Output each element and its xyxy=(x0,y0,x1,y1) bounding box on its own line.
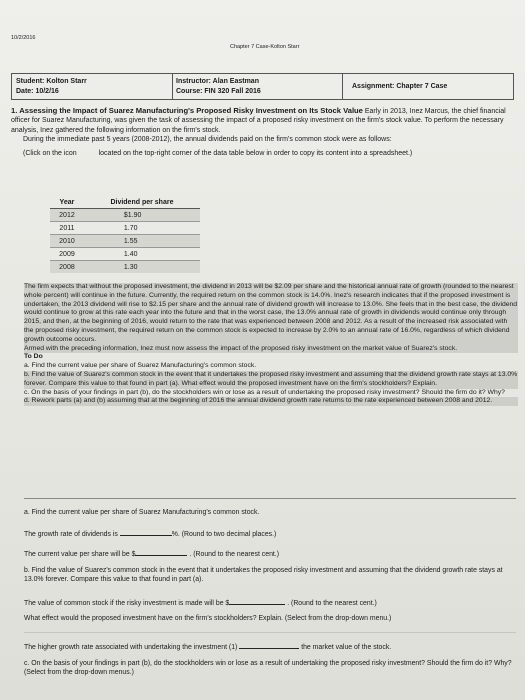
question-number: 1. xyxy=(11,106,18,115)
intro-dividends: During the immediate past 5 years (2008-2012), the annual dividends paid on the firm's common stock were as follows: xyxy=(23,136,392,144)
risky-value-suffix: . (Round to the nearest cent.) xyxy=(287,600,377,607)
narrative-paragraph: The firm expects that without the proposed investment, the dividend in 2013 will be $2.09 per share and the historical annual rate of growth (rounded to the nearest whole percent) will continue in the future. Currently, the required return on the common stock is 14.0%. Inez's research indicates that if the proposed investment is undertaken, the 2013 dividend will rise to $2.15 per share and the annual rate of dividend growth will increase to 13.0%. She feels that in the best case, the dividend would continue to grow at this rate each year into the future and that in the worst case, the 13.0% annual rate of growth in dividends would continue only through 2015, and then, at the beginning of 2016, would return to the rate that was experienced between 2008 and 2012. As a result of the increased risk associated with the proposed risky investment, the required return on the common stock is expected to increase by 2.0% to an annual rate of 16.0%, regardless of which dividend growth outcome occurs. xyxy=(24,283,518,343)
print-title: Chapter 7 Case-Kolton Starr xyxy=(230,44,300,50)
growth-rate-line xyxy=(24,527,516,539)
todo-a: a. Find the current value per share of Suarez Manufacturing's common stock. xyxy=(24,362,257,370)
effect-dropdown[interactable] xyxy=(239,640,299,649)
risky-value-input[interactable] xyxy=(229,596,285,605)
case-narrative xyxy=(24,283,518,406)
instructor-cell xyxy=(172,74,343,99)
table-row: 2011 1.70 xyxy=(50,222,200,235)
growth-rate-input[interactable] xyxy=(120,527,172,536)
answer-b-heading: b. Find the value of Suarez's common stock in the event that it undertakes the proposed risky investment and assuming that the dividend growth rate stays at 13.0% forever. Compare this value to that found in part (a). xyxy=(24,567,503,583)
answer-c-heading: c. On the basis of your findings in part (b), do the stockholders win or lose as a result of undertaking the proposed risky investment? Should the firm do it? Why? (Select from the drop-down menus.) xyxy=(24,660,512,676)
current-value-label: The current value per share will be $ xyxy=(24,551,136,558)
higher-growth-suffix: the market value of the stock. xyxy=(301,644,392,651)
click-note-end: located on the top-right corner of the data table below in order to copy its content into a spreadsheet.) xyxy=(98,149,413,157)
effect-question: What effect would the proposed investment have on the firm's stockholders? Explain. (Select from the drop-down menu.) xyxy=(24,615,392,622)
risky-value-label: The value of common stock if the risky investment is made will be $ xyxy=(24,600,230,607)
col-year: Year xyxy=(50,197,84,209)
higher-growth-line xyxy=(24,640,516,652)
table-row: 2008 1.30 xyxy=(50,261,200,274)
section-divider xyxy=(24,632,516,633)
higher-growth-label: The higher growth rate associated with undertaking the investment (1) xyxy=(24,644,238,651)
todo-c: c. On the basis of your findings in part (b), do the stockholders win or lose as a result of undertaking the proposed risky investment? Should the firm do it? Why? xyxy=(24,388,505,396)
col-dividend: Dividend per share xyxy=(84,197,200,209)
instructor-name: Instructor: Alan Eastman xyxy=(176,78,259,85)
todo-d: d. Rework parts (a) and (b) assuming that at the beginning of 2016 the annual dividend growth rate returns to the rate experienced between 2008 and 2012. xyxy=(24,397,518,406)
dividend-table xyxy=(50,197,200,273)
answer-a-heading: a. Find the current value per share of Suarez Manufacturing's common stock. xyxy=(24,509,260,516)
table-row: 2012 $1.90 xyxy=(50,209,200,222)
student-name: Student: Kolton Starr xyxy=(16,78,87,85)
risky-value-line xyxy=(24,596,516,608)
table-row: 2010 1.55 xyxy=(50,235,200,248)
current-value-suffix: . (Round to the nearest cent.) xyxy=(189,551,280,558)
course-name: Course: FIN 320 Fall 2016 xyxy=(176,88,261,95)
question-heading: Assessing the Impact of Suarez Manufacturing's Proposed Risky Investment on Its Stock Value xyxy=(19,106,363,115)
student-cell xyxy=(12,74,173,99)
table-row: 2009 1.40 xyxy=(50,248,200,261)
current-value-input[interactable] xyxy=(135,547,187,556)
click-note-start: (Click on the icon xyxy=(23,149,77,157)
assignment-cell xyxy=(342,74,513,99)
todo-heading: To Do xyxy=(24,353,43,361)
section-divider xyxy=(24,498,516,499)
growth-rate-label: The growth rate of dividends is xyxy=(24,531,118,538)
intro-paragraph: Early in 2013, Inez Marcus, the chief financial officer for Suarez Manufacturing, was given the task of assessing the impact of a proposed risky investment on the firm's stock value. To perform the necessary analysis, Inez gathered the following information on the firm's stock. xyxy=(11,108,506,134)
narrative-paragraph-2: Armed with the preceding information, Inez must now assess the impact of the proposed risky investment on the market value of Suarez's stock. xyxy=(24,345,518,354)
student-date: Date: 10/2/16 xyxy=(16,88,59,95)
assignment-name: Assignment: Chapter 7 Case xyxy=(352,83,448,90)
todo-b: b. Find the value of Suarez's common stock in the event that it undertakes the proposed risky investment and assuming that the dividend growth rate stays at 13.0% forever. Compare this value to that found in part (a). What effect would the proposed investment have on the firm's stockholders? Explain. xyxy=(24,370,518,387)
assignment-info-table xyxy=(11,73,514,100)
current-value-line xyxy=(24,547,516,559)
print-date: 10/2/2016 xyxy=(11,35,36,41)
growth-rate-suffix: %. (Round to two decimal places.) xyxy=(171,531,277,538)
question-intro xyxy=(11,106,516,158)
